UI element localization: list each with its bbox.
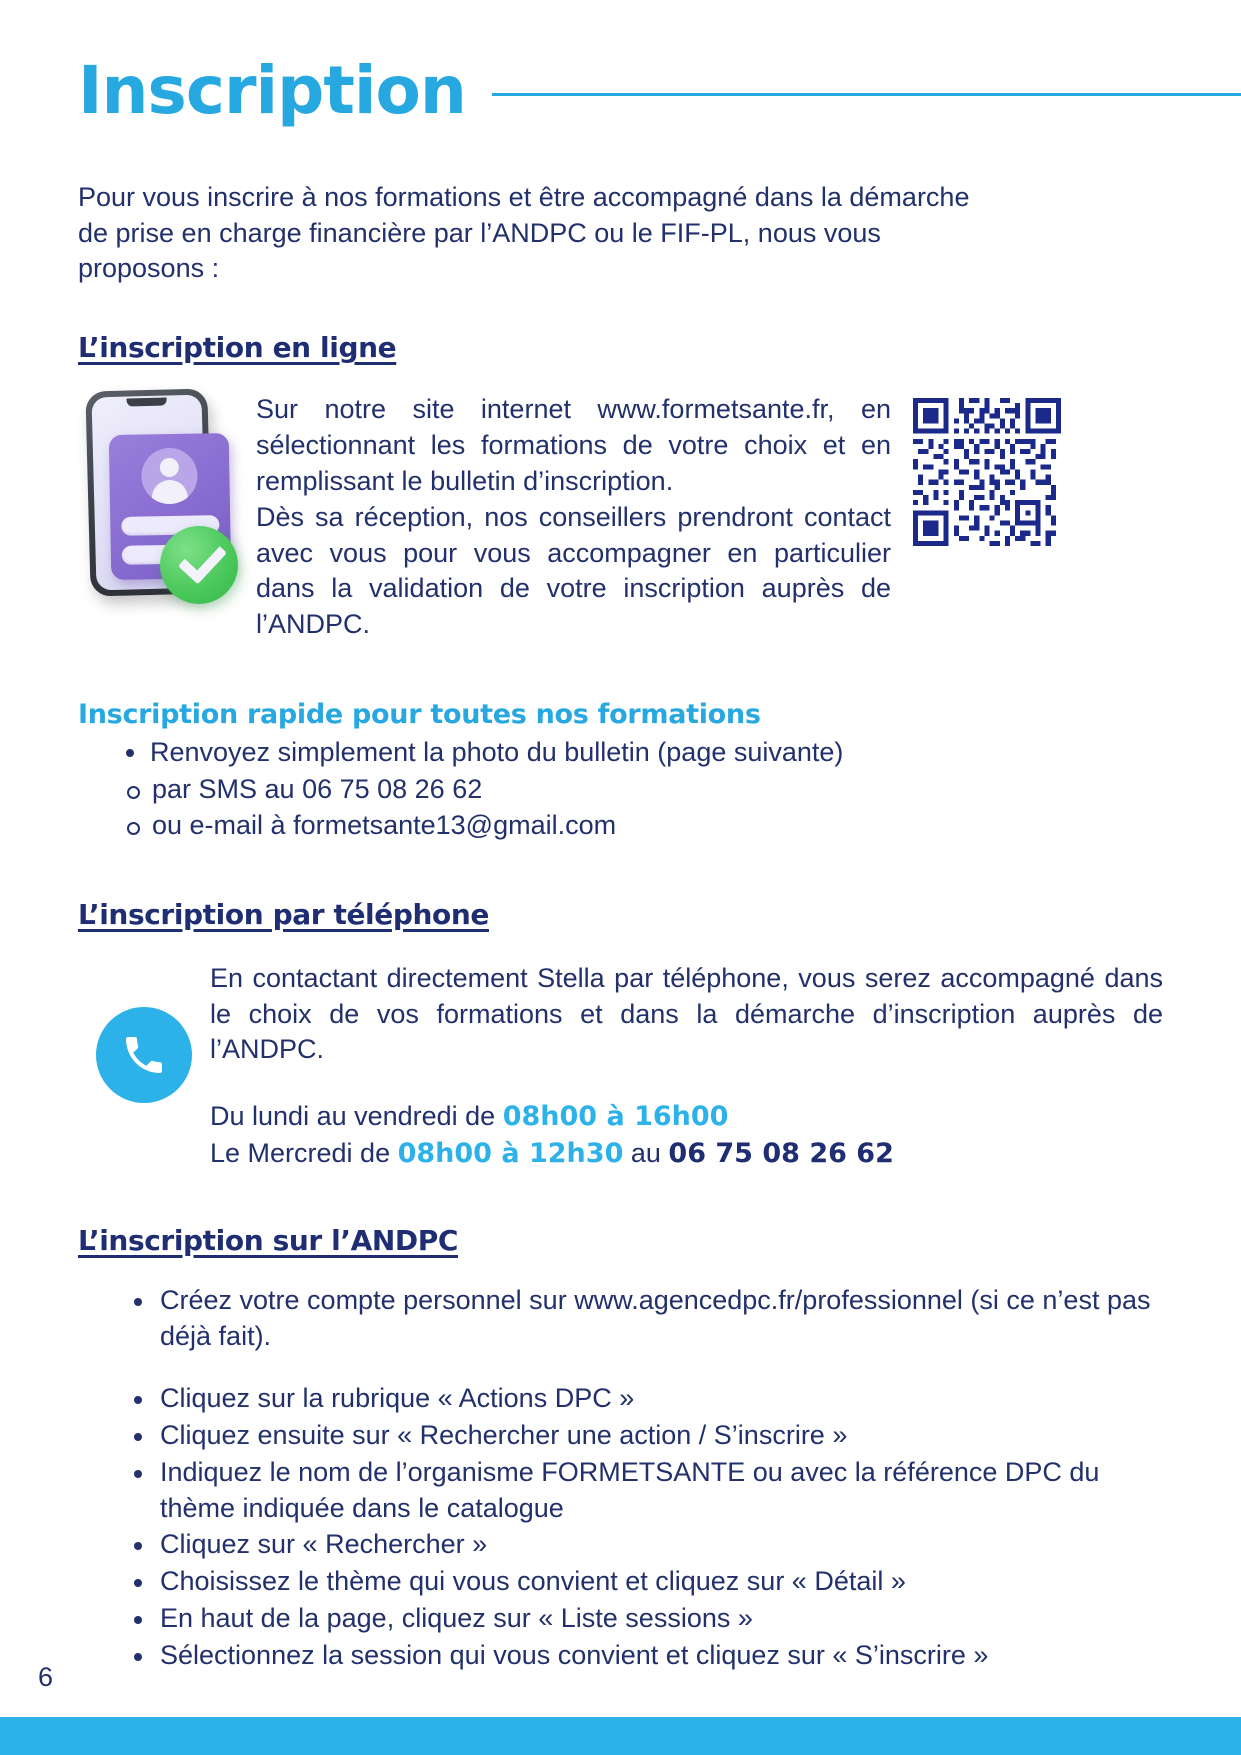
avatar-body-shape (152, 480, 188, 505)
heading-inscription-par-telephone: L’inscription par téléphone (78, 897, 489, 931)
list-item: par SMS au 06 75 08 26 62 (124, 772, 1163, 808)
telephone-content-row (78, 961, 1163, 1172)
list-item: Cliquez sur la rubrique « Actions DPC » (130, 1381, 1163, 1417)
list-item: Choisissez le thème qui vous convient et cliquez sur « Détail » (130, 1564, 1163, 1600)
phone-icon-container (78, 961, 210, 1103)
title-divider-rule (492, 93, 1241, 96)
page-header (0, 0, 1241, 129)
section-inscription-rapide (78, 699, 1163, 843)
rapide-bullet-list (78, 734, 1163, 770)
section-inscription-sur-andpc (78, 1224, 1163, 1674)
hours-connector: au (623, 1138, 669, 1169)
online-description (256, 392, 891, 643)
hours-wednesday-label: Le Mercredi de (210, 1138, 398, 1169)
telephone-hours-wednesday (210, 1136, 1163, 1172)
list-item: En haut de la page, cliquez sur « Liste sessions » (130, 1601, 1163, 1637)
online-paragraph-2: Dès sa réception, nos conseillers prendront contact avec vous pour vous accompagner en particulier dans la validation de votre inscription auprès de l’ANDPC. (256, 501, 891, 640)
phone-notch-icon (127, 397, 167, 406)
list-item: Renvoyez simplement la photo du bulletin (page suivante) (124, 734, 1163, 770)
heading-inscription-en-ligne: L’inscription en ligne (78, 330, 397, 364)
online-paragraph-1: Sur notre site internet www.formetsante.fr, en sélectionnant les formations de votre choix et en remplissant le bulletin d’inscription. (256, 393, 891, 496)
footer-bar (0, 1717, 1241, 1755)
list-item: Indiquez le nom de l’organisme FORMETSANTE ou avec la référence DPC du thème indiquée dans le catalogue (130, 1455, 1163, 1527)
list-item: Cliquez ensuite sur « Rechercher une action / S’inscrire » (130, 1418, 1163, 1454)
list-item: Sélectionnez la session qui vous convient et cliquez sur « S’inscrire » (130, 1638, 1163, 1674)
rapide-sub-bullet-list (78, 772, 1163, 843)
avatar-head-shape (160, 458, 179, 477)
qr-code[interactable] (913, 398, 1061, 546)
page-title: Inscription (78, 52, 466, 129)
phone-icon (96, 1007, 192, 1103)
page-number: 6 (38, 1662, 54, 1692)
hours-wednesday-value: 08h00 à 12h30 (397, 1138, 624, 1170)
heading-inscription-rapide: Inscription rapide pour toutes nos formations (78, 699, 761, 731)
list-item: Cliquez sur « Rechercher » (130, 1527, 1163, 1563)
intro-line-2: de prise en charge financière par l’ANDPC ou le FIF-PL, nous vous (78, 217, 881, 248)
green-check-icon (160, 526, 238, 604)
hours-weekday-value: 08h00 à 16h00 (502, 1101, 729, 1133)
telephone-number: 06 75 08 26 62 (668, 1138, 894, 1170)
intro-line-1: Pour vous inscrire à nos formations et être accompagné dans la démarche (78, 182, 970, 212)
section-inscription-par-telephone (78, 898, 1163, 1172)
smartphone-id-card-check-illustration (80, 386, 232, 601)
heading-inscription-sur-andpc: L’inscription sur l’ANDPC (78, 1223, 458, 1257)
intro-paragraph (78, 180, 1050, 287)
person-avatar-icon (141, 447, 198, 504)
intro-line-3: proposons : (78, 253, 220, 284)
telephone-hours-weekday (210, 1098, 1163, 1136)
list-item: ou e-mail à formetsante13@gmail.com (124, 808, 1163, 844)
hours-weekday-label: Du lundi au vendredi de (210, 1101, 503, 1132)
page-content (0, 180, 1241, 1674)
online-content-row (78, 386, 1163, 643)
andpc-steps-list (78, 1283, 1163, 1674)
section-inscription-en-ligne (78, 331, 1163, 643)
telephone-paragraph: En contactant directement Stella par téléphone, vous serez accompagné dans le choix de vos formations et dans la démarche d’inscription auprès de l’ANDPC. (210, 962, 1163, 1065)
telephone-description (210, 961, 1163, 1172)
list-item: Créez votre compte personnel sur www.agencedpc.fr/professionnel (si ce n’est pas déjà fait). (130, 1283, 1163, 1355)
